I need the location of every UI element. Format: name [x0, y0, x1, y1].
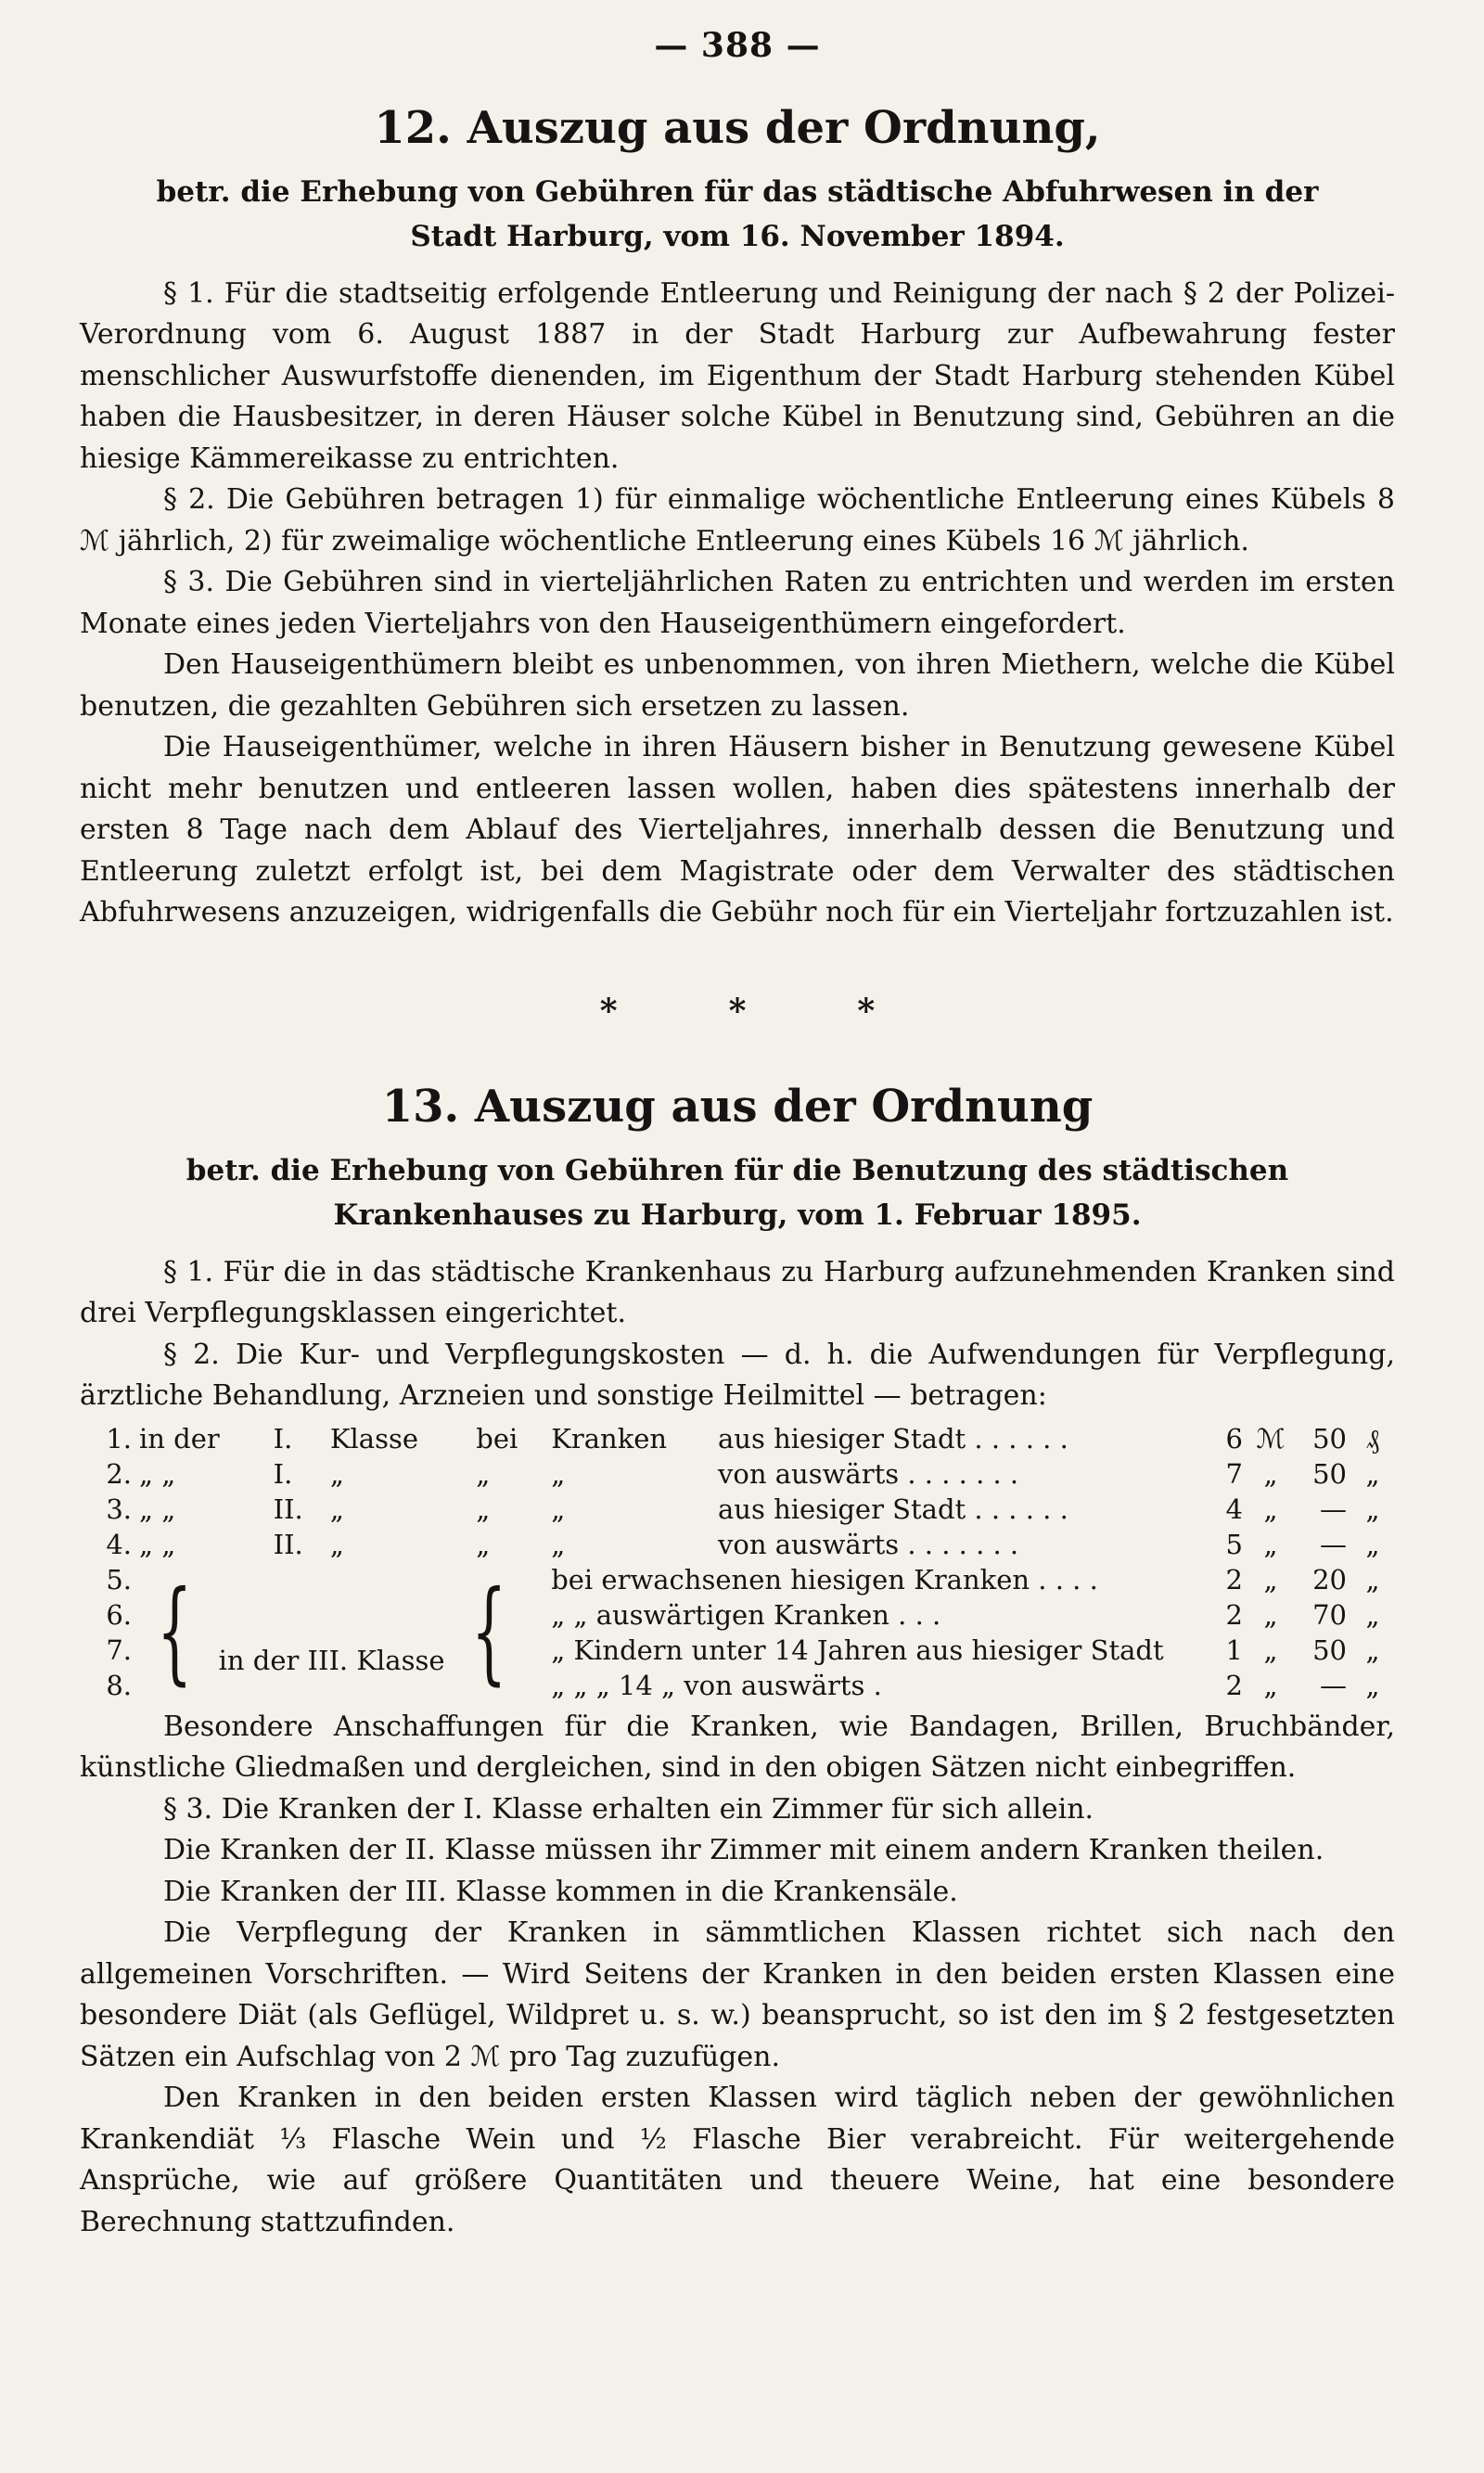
fee-row-word: „ — [551, 1528, 566, 1560]
separator-star: * — [728, 991, 747, 1031]
fee-row-currency: „ — [1263, 1563, 1278, 1595]
fee-row-pfennig: 50 — [1312, 1422, 1347, 1454]
fee-row-currency: „ — [1263, 1634, 1278, 1666]
section-13-paragraph-3: Besondere Anschaffungen für die Kranken, wie Bandagen, Brillen, Bruchbänder, künstliche Gliedmaßen und dergleichen, sind in den obigen Sätzen nicht einbegriffen. — [80, 1710, 1395, 1785]
fee-row-mark: 5 — [1225, 1528, 1243, 1560]
fee-row-number: 1. — [106, 1422, 132, 1454]
section-12-paragraph-3: § 3. Die Gebühren sind in vierteljährlichen Raten zu entrichten und werden im ersten Monate eines jeden Vierteljahrs von den Hauseigenthümern eingefordert. — [80, 566, 1395, 640]
section-12-paragraph-5: Die Hauseigenthümer, welche in ihren Häusern bisher in Benutzung gewesene Kübel nicht mehr benutzen und entleeren lassen wollen, haben dies spätestens innerhalb der ersten 8 Tage nach dem Ablauf des Vierteljahres, innerhalb dessen die Benutzung und Entleerung zuletzt erfolgt ist, bei dem Magistrate oder dem Verwalter des städtischen Abfuhrwesens anzuzeigen, widrigenfalls die Gebühr noch für ein Vierteljahr fortzuzahlen ist. — [80, 731, 1395, 929]
fee-row-currency: „ — [1263, 1493, 1278, 1525]
section-13-paragraph-5: Die Kranken der II. Klasse müssen ihr Zimmer mit einem andern Kranken theilen. — [163, 1834, 1324, 1867]
fee-row — [80, 1492, 1395, 1527]
fee-row-pfennig-sign: „ — [1365, 1634, 1380, 1666]
fee-row-description: „ Kindern unter 14 Jahren aus hiesiger Stadt — [551, 1634, 1164, 1666]
fee-row — [80, 1562, 1395, 1597]
fee-row-mark: 2 — [1225, 1563, 1243, 1595]
fee-row-pfennig: 50 — [1312, 1634, 1347, 1666]
section-13-subtitle-line2: Krankenhauses zu Harburg, vom 1. Februar 1895. — [333, 1198, 1142, 1232]
fee-row-pfennig-sign: „ — [1365, 1528, 1380, 1560]
section-12-paragraph-2: § 2. Die Gebühren betragen 1) für einmalige wöchentliche Entleerung eines Kübels 8 ℳ jährlich, 2) für zweimalige wöchentliche Entleerung eines Kübels 16 ℳ jährlich. — [80, 483, 1395, 557]
fee-row-mark: 7 — [1225, 1457, 1243, 1490]
fee-row-description: aus hiesiger Stadt . . . . . . — [718, 1422, 1068, 1454]
fee-row-pfennig: 20 — [1312, 1563, 1347, 1595]
fee-row-currency: „ — [1263, 1669, 1278, 1701]
fee-row-word: bei — [476, 1422, 518, 1454]
fee-row-number: 5. — [106, 1563, 132, 1595]
fee-group-label-cell — [135, 1562, 547, 1703]
section-13-paragraph-8: Den Kranken in den beiden ersten Klassen wird täglich neben der gewöhnlichen Krankendiät ⅓ Flasche Wein und ½ Flasche Bier verabreicht. Für weitergehende Ansprüche, wie auf größere Quantitäten und theuere Weine, hat eine besondere Berechnung stattzufinden. — [80, 2082, 1395, 2238]
fee-row-class: II. — [273, 1493, 303, 1525]
fee-row-word: „ — [476, 1528, 491, 1560]
fee-row — [80, 1456, 1395, 1492]
fee-row-description: aus hiesiger Stadt . . . . . . — [718, 1493, 1068, 1525]
fee-row-pfennig: — — [1320, 1669, 1347, 1701]
left-brace: { — [157, 1567, 193, 1697]
fee-row-number: 3. — [106, 1493, 132, 1525]
page-number: — 388 — — [654, 26, 821, 65]
section-12-title: 12. Auszug aus der Ordnung, — [374, 102, 1101, 154]
fee-row-pfennig-sign: „ — [1365, 1493, 1380, 1525]
fee-row-pfennig: — — [1320, 1528, 1347, 1560]
fee-row — [80, 1527, 1395, 1562]
right-brace: { — [470, 1567, 507, 1697]
fee-row-word: „ — [329, 1528, 344, 1560]
section-12 — [80, 104, 1395, 934]
fee-row-description: bei erwachsenen hiesigen Kranken . . . . — [551, 1563, 1098, 1595]
fee-row-word: Klasse — [329, 1422, 419, 1454]
fee-row-word: „ — [551, 1493, 566, 1525]
fee-table — [80, 1421, 1395, 1703]
section-12-subtitle — [80, 170, 1395, 259]
fee-row-mark: 4 — [1225, 1493, 1243, 1525]
fee-row-description: „ „ auswärtigen Kranken . . . — [551, 1598, 941, 1631]
fee-row-word: „ — [476, 1457, 491, 1490]
fee-row-number: 2. — [106, 1457, 132, 1490]
separator-star: * — [857, 991, 876, 1031]
section-13 — [80, 1080, 1395, 2243]
fee-row-class: II. — [273, 1528, 303, 1560]
fee-row-mark: 1 — [1225, 1634, 1243, 1666]
fee-row-mark: 6 — [1225, 1422, 1243, 1454]
fee-row-word: „ — [329, 1493, 344, 1525]
fee-row-prefix: „ „ — [139, 1493, 176, 1525]
fee-row-description: „ „ „ 14 „ von auswärts . — [551, 1669, 882, 1701]
section-13-paragraph-2: § 2. Die Kur- und Verpflegungskosten — d. h. die Aufwendungen für Verpflegung, ärztliche Behandlung, Arzneien und sonstige Heilmittel — betragen: — [80, 1338, 1395, 1413]
fee-row-prefix: „ „ — [139, 1457, 176, 1490]
fee-row-description: von auswärts . . . . . . . — [718, 1528, 1019, 1560]
fee-row-mark: 2 — [1225, 1669, 1243, 1701]
fee-row-currency: „ — [1263, 1528, 1278, 1560]
fee-row-description: von auswärts . . . . . . . — [718, 1457, 1019, 1490]
fee-row-class: I. — [273, 1457, 293, 1490]
section-13-paragraph-7: Die Verpflegung der Kranken in sämmtlichen Klassen richtet sich nach den allgemeinen Vorschriften. — Wird Seitens der Kranken in den beiden ersten Klassen eine besondere Diät (als Geflügel, Wildpret u. s. w.) beansprucht, so ist den im § 2 festgesetzten Sätzen ein Aufschlag von 2 ℳ pro Tag zuzufügen. — [80, 1916, 1395, 2073]
fee-row-pfennig: 70 — [1312, 1598, 1347, 1631]
fee-row-currency: „ — [1263, 1598, 1278, 1631]
fee-row-pfennig: — — [1320, 1493, 1347, 1525]
fee-group-label: in der III. Klasse — [218, 1644, 445, 1676]
fee-row-number: 6. — [106, 1598, 132, 1631]
fee-row-pfennig-sign: „ — [1365, 1669, 1380, 1701]
fee-row-mark: 2 — [1225, 1598, 1243, 1631]
section-13-subtitle-line1: betr. die Erhebung von Gebühren für die Benutzung des städtischen — [186, 1153, 1289, 1187]
section-12-subtitle-line2: Stadt Harburg, vom 16. November 1894. — [410, 219, 1065, 253]
fee-row-number: 8. — [106, 1669, 132, 1701]
fee-row-word: „ — [551, 1457, 566, 1490]
section-12-paragraph-1: § 1. Für die stadtseitig erfolgende Entleerung und Reinigung der nach § 2 der Polizei-Verordnung vom 6. August 1887 in der Stadt Harburg zur Aufbewahrung fester menschlicher Auswurfstoffe dienenden, im Eigenthum der Stadt Harburg stehenden Kübel haben die Hausbesitzer, in deren Häuser solche Kübel in Benutzung sind, Gebühren an die hiesige Kämmereikasse zu entrichten. — [80, 276, 1395, 475]
fee-row-prefix: „ „ — [139, 1528, 176, 1560]
section-13-paragraph-1: § 1. Für die in das städtische Krankenhaus zu Harburg aufzunehmenden Kranken sind drei Verpflegungsklassen eingerichtet. — [80, 1255, 1395, 1330]
fee-row-pfennig-sign: „ — [1365, 1598, 1380, 1631]
fee-row-pfennig-sign: „ — [1365, 1563, 1380, 1595]
fee-row-pfennig: 50 — [1312, 1457, 1347, 1490]
fee-row-word: „ — [476, 1493, 491, 1525]
separator-star: * — [599, 991, 618, 1031]
fee-row-pfennig-sign: ₰ — [1365, 1422, 1380, 1454]
section-13-title: 13. Auszug aus der Ordnung — [381, 1080, 1094, 1133]
section-13-subtitle — [80, 1148, 1395, 1237]
fee-row-pfennig-sign: „ — [1365, 1457, 1380, 1490]
fee-row-number: 4. — [106, 1528, 132, 1560]
fee-row-currency: ℳ — [1256, 1422, 1286, 1454]
fee-row-word: „ — [329, 1457, 344, 1490]
fee-row — [80, 1421, 1395, 1456]
section-13-paragraph-6: Die Kranken der III. Klasse kommen in die Krankensäle. — [163, 1875, 958, 1908]
fee-row-prefix: in der — [139, 1422, 220, 1454]
fee-row-class: I. — [273, 1422, 293, 1454]
section-12-subtitle-line1: betr. die Erhebung von Gebühren für das städtische Abfuhrwesen in der — [156, 174, 1319, 209]
fee-row-number: 7. — [106, 1634, 132, 1666]
section-separator — [80, 992, 1395, 1031]
section-13-paragraph-4: § 3. Die Kranken der I. Klasse erhalten ein Zimmer für sich allein. — [163, 1792, 1094, 1826]
fee-row-word: Kranken — [551, 1422, 668, 1454]
fee-row-currency: „ — [1263, 1457, 1278, 1490]
section-12-paragraph-4: Den Hauseigenthümern bleibt es unbenommen, von ihren Miethern, welche die Kübel benutzen, die gezahlten Gebühren sich ersetzen zu lassen. — [80, 648, 1395, 723]
